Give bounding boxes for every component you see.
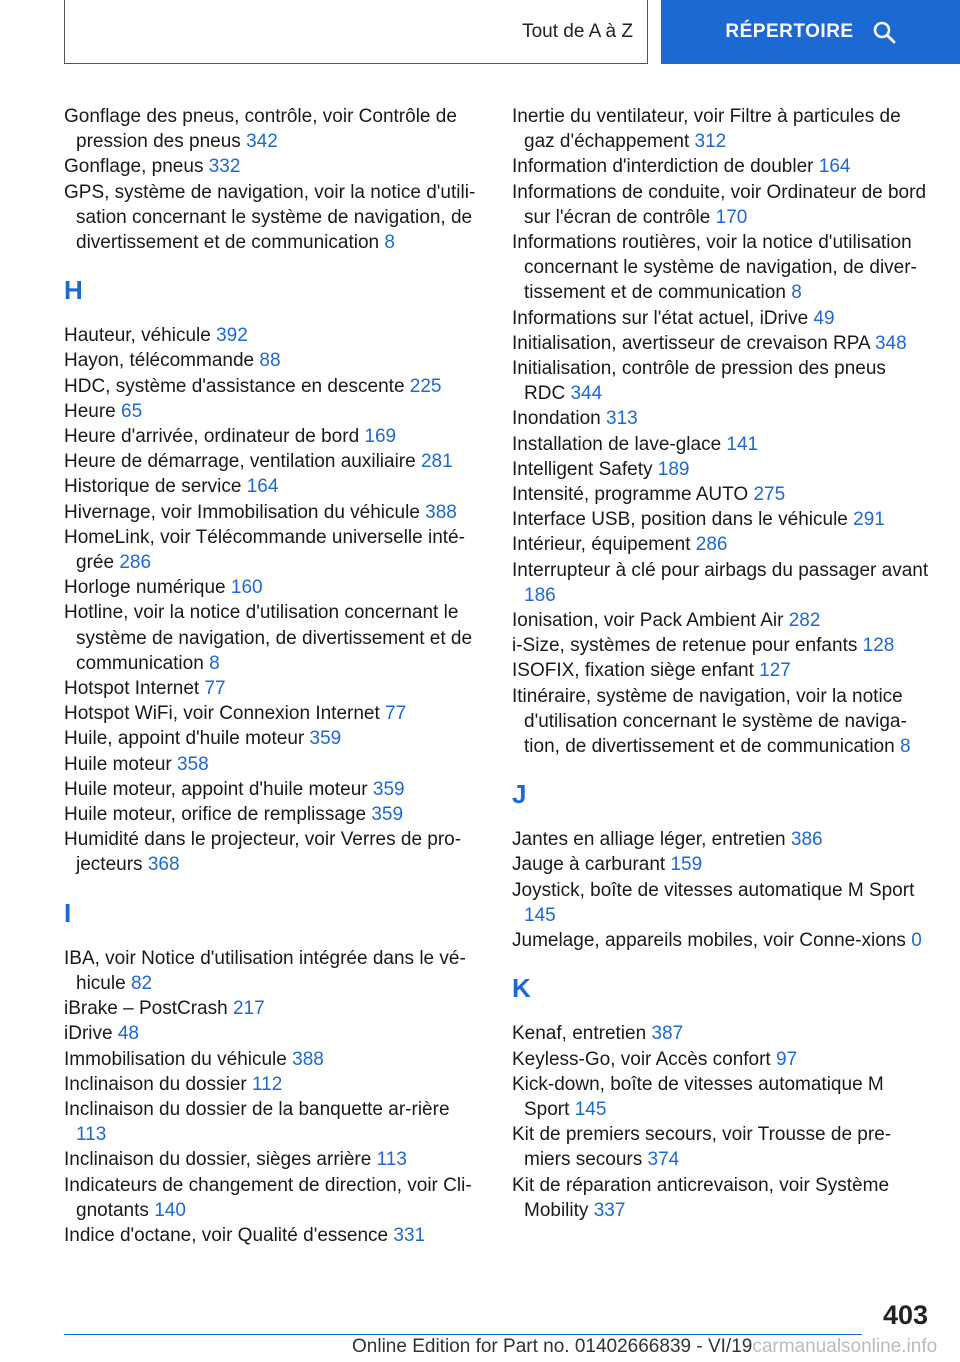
page-link[interactable]: 8	[791, 282, 802, 304]
entry-text: Huile moteur, appoint d'huile moteur	[64, 778, 368, 800]
entry-text: Inclinaison du dossier, sièges arrière	[64, 1149, 372, 1171]
page-link[interactable]: 359	[372, 778, 405, 800]
index-entry	[64, 726, 482, 751]
index-entry	[512, 154, 930, 179]
entry-text: Huile moteur	[64, 753, 172, 775]
page-link[interactable]: 113	[376, 1149, 407, 1171]
page-link[interactable]: 275	[753, 484, 786, 506]
entry-text: Intérieur, équipement	[512, 534, 691, 556]
index-entry	[64, 827, 482, 877]
index-entry	[512, 104, 930, 154]
entry-text: Huile, appoint d'huile moteur	[64, 728, 305, 750]
entry-text: Indice d'octane, voir Qualité d'essence	[64, 1224, 389, 1246]
index-entry	[64, 1021, 482, 1046]
entry-text: HDC, système d'assistance en descente	[64, 375, 405, 397]
index-entry	[512, 608, 930, 633]
page-link[interactable]: 189	[657, 458, 690, 480]
entry-text: Interrupteur à clé pour airbags du passager avant	[512, 559, 929, 581]
index-entry	[512, 928, 930, 953]
index-entry	[64, 777, 482, 802]
page-link[interactable]: 112	[252, 1073, 283, 1095]
index-entry	[64, 180, 482, 256]
index-entry	[512, 432, 930, 457]
index-column-left	[64, 104, 482, 1248]
entry-text: Initialisation, contrôle de pression des pneus RDC	[512, 358, 886, 405]
page-link[interactable]: 337	[593, 1199, 626, 1221]
entry-text: Gonflage des pneus, contrôle, voir Contrôle de pression des pneus	[64, 106, 457, 153]
entry-text: Humidité dans le projecteur, voir Verres de pro-jecteurs	[64, 829, 462, 876]
entry-text: Informations routières, voir la notice d'utilisation concernant le système de navigation, de diver-tissement et de communication	[512, 232, 917, 304]
index-entry	[512, 406, 930, 431]
page-link[interactable]: 387	[651, 1023, 684, 1045]
index-entry	[64, 1147, 482, 1172]
page-link[interactable]: 169	[364, 426, 397, 448]
page-link[interactable]: 392	[216, 325, 248, 347]
index-entry	[64, 424, 482, 449]
entry-text: Informations sur l'état actuel, iDrive	[512, 307, 809, 329]
page-link[interactable]: 164	[818, 156, 851, 178]
entry-text: Hauteur, véhicule	[64, 325, 211, 347]
entry-text: Intelligent Safety	[512, 458, 653, 480]
page-link[interactable]: 286	[695, 534, 728, 556]
page-link[interactable]: 127	[759, 660, 791, 682]
page-link[interactable]: 368	[147, 854, 180, 876]
index-tab-a-z[interactable]	[64, 0, 648, 64]
entry-text: Jantes en alliage léger, entretien	[512, 829, 786, 851]
entry-text: GPS, système de navigation, voir la notice d'utili-sation concernant le système de navigation, de divertissement et de communication	[64, 181, 476, 254]
index-entry	[64, 1097, 482, 1147]
entry-text: Intensité, programme AUTO	[512, 484, 749, 506]
page-link[interactable]: 170	[715, 206, 748, 228]
directory-tab-label: RÉPERTOIRE	[725, 21, 854, 42]
page-link[interactable]: 113	[76, 1124, 107, 1146]
entry-text: Heure d'arrivée, ordinateur de bord	[64, 426, 360, 448]
index-entry	[512, 482, 930, 507]
page-link[interactable]: 332	[208, 156, 241, 178]
index-entry	[64, 374, 482, 399]
page-link[interactable]: 164	[246, 476, 279, 498]
page-link[interactable]: 77	[204, 678, 226, 700]
page-link[interactable]: 159	[670, 854, 703, 876]
page-link[interactable]: 48	[117, 1023, 139, 1045]
entry-text: Heure	[64, 400, 116, 422]
entry-text: Kenaf, entretien	[512, 1023, 647, 1045]
entry-text: Inclinaison du dossier	[64, 1073, 247, 1095]
entry-text: Jauge à carburant	[512, 854, 666, 876]
page-link[interactable]: 225	[409, 375, 442, 397]
page-link[interactable]: 97	[776, 1048, 798, 1070]
index-entry	[64, 1223, 482, 1248]
page-link[interactable]: 88	[259, 350, 281, 372]
page-link[interactable]: 141	[726, 433, 759, 455]
entry-text: Kit de premiers secours, voir Trousse de pre-miers secours	[512, 1124, 892, 1171]
index-entry	[512, 331, 930, 356]
entry-text: Gonflage, pneus	[64, 156, 204, 178]
footer-edition	[352, 1336, 937, 1358]
entry-text: Interface USB, position dans le véhicule	[512, 509, 848, 531]
index-entry	[64, 104, 482, 154]
entry-text: Hotline, voir la notice d'utilisation concernant le système de navigation, de divertissement et de communication	[64, 602, 473, 674]
index-tab-label: Tout de A à Z	[522, 20, 633, 42]
page-number: 403	[882, 1300, 928, 1330]
page-link[interactable]: 8	[209, 652, 220, 674]
index-entry	[64, 1047, 482, 1072]
index-entry	[512, 356, 930, 406]
index-entry	[64, 996, 482, 1021]
section-letter: J	[512, 779, 527, 810]
index-entry	[512, 558, 930, 608]
entry-text: Kick-down, boîte de vitesses automatique M Sport	[512, 1073, 884, 1120]
index-entry	[512, 1047, 930, 1072]
entry-text: Keyless-Go, voir Accès confort	[512, 1048, 771, 1070]
entry-text: Huile moteur, orifice de remplissage	[64, 804, 367, 826]
entry-text: Immobilisation du véhicule	[64, 1048, 287, 1070]
entry-text: iDrive	[64, 1023, 113, 1045]
page-link[interactable]: 359	[309, 728, 342, 750]
index-entry	[512, 306, 930, 331]
page-link[interactable]: 160	[230, 577, 263, 599]
entry-text: Itinéraire, système de navigation, voir la notice d'utilisation concernant le système de naviga-tion, de divertissement et de communication	[512, 685, 907, 758]
page-link[interactable]: 77	[385, 703, 407, 725]
page-link[interactable]: 388	[292, 1048, 324, 1070]
entry-text: Ionisation, voir Pack Ambient Air	[512, 610, 784, 632]
page-link[interactable]: 128	[862, 635, 895, 657]
index-entry	[64, 474, 482, 499]
entry-text: Hotspot WiFi, voir Connexion Internet	[64, 703, 380, 725]
entry-text: Joystick, boîte de vitesses automatique M Sport	[512, 879, 915, 901]
entry-text: Heure de démarrage, ventilation auxiliaire	[64, 451, 416, 473]
page-link[interactable]: 65	[121, 400, 143, 422]
entry-text: IBA, voir Notice d'utilisation intégrée dans le vé-hicule	[64, 947, 466, 994]
page-link[interactable]: 186	[524, 584, 556, 606]
index-entry	[64, 575, 482, 600]
page-link[interactable]: 145	[574, 1098, 607, 1120]
index-entry	[512, 1173, 930, 1223]
page-link[interactable]: 312	[694, 131, 727, 153]
index-entry	[512, 1072, 930, 1122]
page-link[interactable]: 8	[384, 232, 395, 254]
index-entry	[512, 852, 930, 877]
index-entry	[64, 323, 482, 348]
page-link[interactable]: 342	[246, 131, 278, 153]
entry-text: i-Size, systèmes de retenue pour enfants	[512, 635, 858, 657]
page-link[interactable]: 0	[911, 930, 922, 952]
page-link[interactable]: 49	[813, 307, 835, 329]
entry-text: Inondation	[512, 408, 601, 430]
page-link[interactable]: 286	[119, 552, 152, 574]
section-letter: K	[512, 973, 531, 1004]
entry-text: Installation de lave-glace	[512, 433, 722, 455]
index-entry	[64, 1173, 482, 1223]
index-column-right	[512, 104, 930, 1223]
index-entry	[64, 701, 482, 726]
index-entry	[512, 633, 930, 658]
entry-text: Historique de service	[64, 476, 242, 498]
index-entry	[512, 827, 930, 852]
entry-text: Kit de réparation anticrevaison, voir Système Mobility	[512, 1174, 890, 1221]
entry-text: Information d'interdiction de doubler	[512, 156, 814, 178]
index-entry	[512, 1021, 930, 1046]
page-link[interactable]: 82	[130, 972, 153, 994]
page-link[interactable]: 359	[371, 804, 404, 826]
page-link[interactable]: 145	[524, 904, 556, 926]
index-entry	[64, 500, 482, 525]
index-entry	[512, 658, 930, 683]
page-link[interactable]: 331	[393, 1224, 426, 1246]
page-link[interactable]: 388	[425, 501, 457, 523]
page-link[interactable]: 140	[154, 1199, 186, 1221]
entry-text: HomeLink, voir Télécommande universelle inté-grée	[64, 526, 465, 574]
page-link[interactable]: 291	[853, 509, 885, 531]
index-entry	[64, 399, 482, 424]
index-entry	[64, 946, 482, 996]
index-entry	[512, 1122, 930, 1172]
search-icon	[872, 20, 896, 44]
page-link[interactable]: 8	[899, 736, 911, 758]
index-entry	[512, 180, 930, 230]
watermark: carmanualsonline.info	[752, 1336, 938, 1357]
section-letter: I	[64, 897, 72, 928]
page-link[interactable]: 344	[570, 383, 603, 405]
index-entry	[64, 348, 482, 373]
entry-text: iBrake – PostCrash	[64, 998, 228, 1020]
page-link[interactable]: 348	[874, 332, 907, 354]
page-link[interactable]: 281	[420, 451, 453, 473]
page-link[interactable]: 386	[790, 829, 823, 851]
entry-text: Inertie du ventilateur, voir Filtre à particules de gaz d'échappement	[512, 106, 901, 153]
entry-text: ISOFIX, fixation siège enfant	[512, 660, 754, 682]
index-entry	[64, 154, 482, 179]
index-entry	[64, 1072, 482, 1097]
index-entry	[64, 449, 482, 474]
index-entry	[64, 752, 482, 777]
index-entry	[512, 684, 930, 760]
entry-text: Informations de conduite, voir Ordinateur de bord sur l'écran de contrôle	[512, 181, 927, 228]
index-entry	[512, 457, 930, 482]
section-letter: H	[64, 275, 83, 306]
page-link[interactable]: 313	[606, 408, 638, 430]
index-entry	[64, 802, 482, 827]
index-entry	[64, 525, 482, 575]
page-link[interactable]: 282	[788, 610, 821, 632]
index-entry	[64, 600, 482, 676]
page-link[interactable]: 217	[232, 998, 265, 1020]
entry-text: Inclinaison du dossier de la banquette ar-rière	[64, 1098, 450, 1120]
entry-text: Horloge numérique	[64, 577, 226, 599]
index-entry	[64, 676, 482, 701]
index-entry	[512, 507, 930, 532]
entry-text: Initialisation, avertisseur de crevaison RPA	[512, 332, 870, 354]
index-entry	[512, 230, 930, 306]
page-link[interactable]: 374	[647, 1149, 680, 1171]
footer-divider	[64, 1334, 862, 1335]
entry-text: Hayon, télécommande	[64, 350, 255, 372]
entry-text: Indicateurs de changement de direction, voir Cli-gnotants	[64, 1174, 472, 1221]
entry-text: Hotspot Internet	[64, 678, 200, 700]
index-entry	[512, 532, 930, 557]
index-entry	[512, 878, 930, 928]
entry-text: Hivernage, voir Immobilisation du véhicule	[64, 501, 420, 523]
page-link[interactable]: 358	[177, 753, 209, 775]
entry-text: Jumelage, appareils mobiles, voir Conne-xions	[512, 930, 906, 952]
edition-text: Online Edition for Part no. 01402666839 - VI/19	[352, 1336, 753, 1357]
directory-tab[interactable]	[661, 0, 960, 64]
